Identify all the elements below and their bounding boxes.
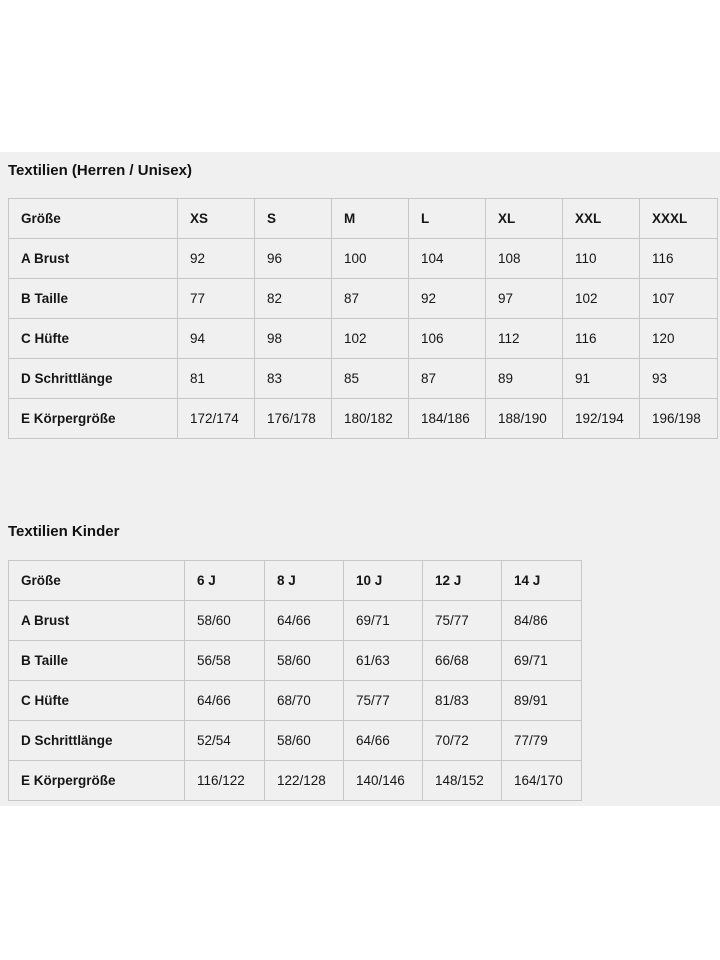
table-cell: 106 xyxy=(409,319,486,359)
table-cell: 176/178 xyxy=(255,399,332,439)
column-header: Größe xyxy=(9,561,185,601)
table-cell: 61/63 xyxy=(344,641,423,681)
table-cell: 112 xyxy=(486,319,563,359)
column-header: XS xyxy=(178,199,255,239)
table-cell: 87 xyxy=(332,279,409,319)
kids-table-header-row xyxy=(9,561,582,601)
column-header: Größe xyxy=(9,199,178,239)
table-row xyxy=(9,359,718,399)
table-cell: 58/60 xyxy=(185,601,265,641)
table-cell: 66/68 xyxy=(423,641,502,681)
section-title-men: Textilien (Herren / Unisex) xyxy=(8,162,192,179)
table-cell: 91 xyxy=(563,359,640,399)
column-header: 6 J xyxy=(185,561,265,601)
row-label: B Taille xyxy=(9,641,185,681)
table-cell: 98 xyxy=(255,319,332,359)
table-row xyxy=(9,641,582,681)
column-header: L xyxy=(409,199,486,239)
table-cell: 77/79 xyxy=(502,721,582,761)
table-cell: 102 xyxy=(332,319,409,359)
table-cell: 122/128 xyxy=(265,761,344,801)
table-cell: 97 xyxy=(486,279,563,319)
table-cell: 192/194 xyxy=(563,399,640,439)
column-header: XXL xyxy=(563,199,640,239)
table-cell: 184/186 xyxy=(409,399,486,439)
table-row xyxy=(9,239,718,279)
table-cell: 84/86 xyxy=(502,601,582,641)
table-row xyxy=(9,279,718,319)
column-header: 12 J xyxy=(423,561,502,601)
content-band xyxy=(0,152,720,806)
table-cell: 52/54 xyxy=(185,721,265,761)
table-cell: 77 xyxy=(178,279,255,319)
table-cell: 64/66 xyxy=(185,681,265,721)
row-label: D Schrittlänge xyxy=(9,359,178,399)
table-row xyxy=(9,761,582,801)
table-cell: 107 xyxy=(640,279,718,319)
table-cell: 75/77 xyxy=(423,601,502,641)
column-header: 10 J xyxy=(344,561,423,601)
row-label: C Hüfte xyxy=(9,319,178,359)
table-cell: 148/152 xyxy=(423,761,502,801)
table-cell: 108 xyxy=(486,239,563,279)
table-cell: 81 xyxy=(178,359,255,399)
table-cell: 92 xyxy=(409,279,486,319)
column-header: S xyxy=(255,199,332,239)
table-cell: 69/71 xyxy=(344,601,423,641)
table-cell: 116/122 xyxy=(185,761,265,801)
row-label: D Schrittlänge xyxy=(9,721,185,761)
table-cell: 116 xyxy=(640,239,718,279)
table-cell: 116 xyxy=(563,319,640,359)
kids-size-table xyxy=(8,560,582,801)
row-label: A Brust xyxy=(9,601,185,641)
table-cell: 140/146 xyxy=(344,761,423,801)
table-cell: 100 xyxy=(332,239,409,279)
table-cell: 92 xyxy=(178,239,255,279)
table-cell: 83 xyxy=(255,359,332,399)
table-cell: 172/174 xyxy=(178,399,255,439)
table-cell: 164/170 xyxy=(502,761,582,801)
table-cell: 93 xyxy=(640,359,718,399)
column-header: 8 J xyxy=(265,561,344,601)
row-label: E Körpergröße xyxy=(9,399,178,439)
table-cell: 85 xyxy=(332,359,409,399)
table-cell: 96 xyxy=(255,239,332,279)
table-cell: 89 xyxy=(486,359,563,399)
table-cell: 102 xyxy=(563,279,640,319)
table-row xyxy=(9,319,718,359)
table-row xyxy=(9,399,718,439)
table-cell: 196/198 xyxy=(640,399,718,439)
table-cell: 70/72 xyxy=(423,721,502,761)
table-cell: 94 xyxy=(178,319,255,359)
men-size-table xyxy=(8,198,718,439)
table-cell: 89/91 xyxy=(502,681,582,721)
row-label: C Hüfte xyxy=(9,681,185,721)
table-cell: 64/66 xyxy=(265,601,344,641)
table-cell: 64/66 xyxy=(344,721,423,761)
section-title-kids: Textilien Kinder xyxy=(8,523,120,540)
table-cell: 180/182 xyxy=(332,399,409,439)
table-cell: 81/83 xyxy=(423,681,502,721)
column-header: M xyxy=(332,199,409,239)
row-label: E Körpergröße xyxy=(9,761,185,801)
column-header: 14 J xyxy=(502,561,582,601)
row-label: A Brust xyxy=(9,239,178,279)
column-header: XXXL xyxy=(640,199,718,239)
row-label: B Taille xyxy=(9,279,178,319)
table-row xyxy=(9,721,582,761)
table-cell: 68/70 xyxy=(265,681,344,721)
table-cell: 110 xyxy=(563,239,640,279)
table-cell: 104 xyxy=(409,239,486,279)
table-cell: 58/60 xyxy=(265,641,344,681)
table-cell: 75/77 xyxy=(344,681,423,721)
table-cell: 58/60 xyxy=(265,721,344,761)
table-cell: 82 xyxy=(255,279,332,319)
table-cell: 120 xyxy=(640,319,718,359)
men-table-header-row xyxy=(9,199,718,239)
table-cell: 56/58 xyxy=(185,641,265,681)
table-cell: 87 xyxy=(409,359,486,399)
table-row xyxy=(9,681,582,721)
table-row xyxy=(9,601,582,641)
table-cell: 69/71 xyxy=(502,641,582,681)
table-cell: 188/190 xyxy=(486,399,563,439)
column-header: XL xyxy=(486,199,563,239)
